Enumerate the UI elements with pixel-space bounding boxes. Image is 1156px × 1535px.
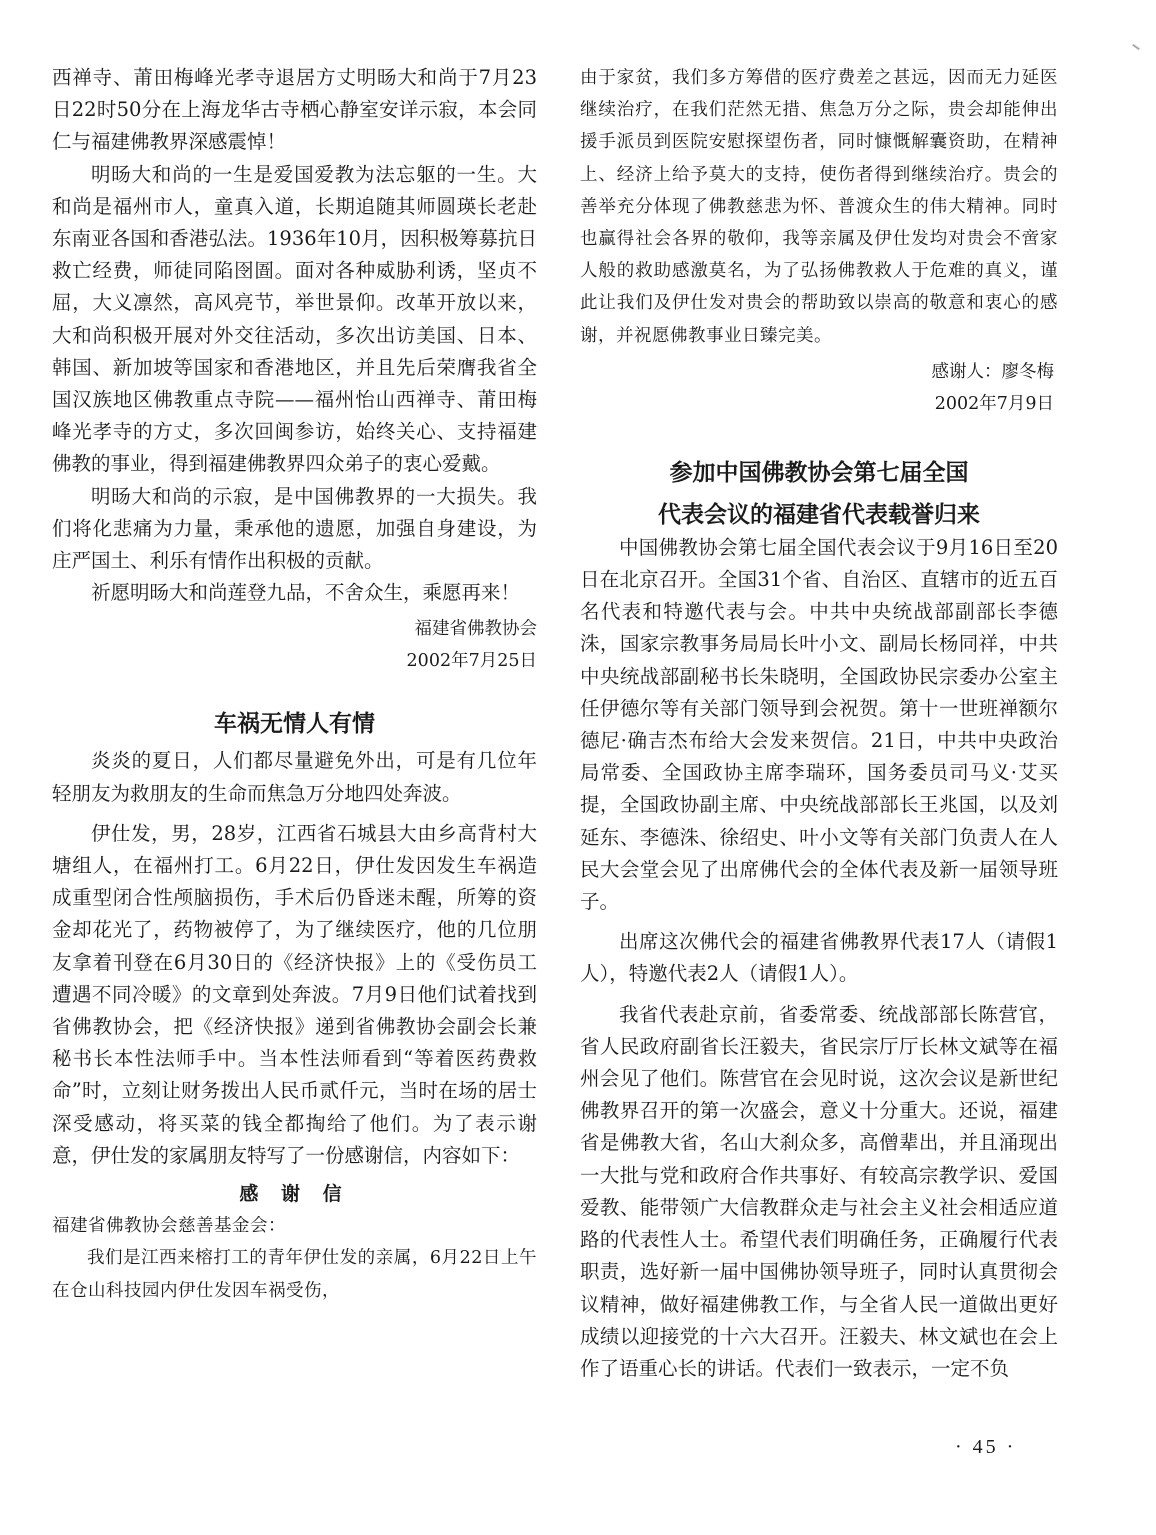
accident-paragraph-2: 伊仕发，男，28岁，江西省石城县大由乡高背村大塘组人，在福州打工。6月22日，伊仕发因发生车祸造成重型闭合性颅脑损伤，手术后仍昏迷未醒，所筹的资金却花光了，药物被停了，为了继续医疗，他的几位朋友拿着刊登在6月30日的《经济快报》上的《受伤员工遭遇不同冷暖》的文章到处奔波。7月9日他们试着找到省佛教协会，把《经济快报》递到省佛教协会副会长兼秘书长本性法师手中。当本性法师看到“等着医药费救命”时，立刻让财务拨出人民币贰仟元，当时在场的居士深受感动，将买菜的钱全都掏给了他们。为了表示谢意，伊仕发的家属朋友特写了一份感谢信，内容如下： — [52, 821, 537, 1167]
congress-paragraph-2: 出席这次佛代会的福建省佛教界代表17人（请假1人），特邀代表2人（请假1人）。 — [580, 930, 1058, 986]
obit-signature-date: 2002年7月25日 — [406, 651, 537, 672]
scan-speck — [1132, 44, 1140, 50]
obit-paragraph-1: 西禅寺、莆田梅峰光孝寺退居方丈明旸大和尚于7月23日22时50分在上海龙华古寺栖心静室安详示寂，本会同仁与福建佛教界深感震悼！ — [52, 66, 537, 154]
letter-salutation: 福建省佛教协会慈善基金会： — [52, 1216, 286, 1237]
left-column — [52, 62, 537, 1307]
obit-paragraph-4: 祈愿明旸大和尚莲登九品，不舍众生，乘愿再来！ — [91, 581, 521, 605]
page-number: · 45 · — [955, 1436, 1017, 1458]
thank-you-letter-title: 感 谢 信 — [239, 1183, 350, 1206]
congress-paragraph-3: 我省代表赴京前，省委常委、统战部部长陈营官，省人民政府副省长汪毅夫，省民宗厅厅长林文斌等在福州会见了他们。陈营官在会见时说，这次会议是新世纪佛教界召开的第一次盛会，意义十分重大。还说，福建省是佛教大省，名山大刹众多，高僧辈出，并且涌现出一大批与党和政府合作共事好、有较高宗教学识、爱国爱教、能带领广大信教群众走与社会主义社会相适应道路的代表性人士。希望代表们明确任务，正确履行代表职责，选好新一届中国佛协领导班子，同时认真贯彻会议精神，做好福建佛教工作，与全省人民一道做出更好成绩以迎接党的十六大召开。汪毅夫、林文斌也在会上作了语重心长的讲话。代表们一致表示，一定不负 — [580, 1002, 1058, 1380]
obit-paragraph-3: 明旸大和尚的示寂，是中国佛教界的一大损失。我们将化悲痛为力量，秉承他的遗愿，加强自身建设，为庄严国土、利乐有情作出积极的贡献。 — [52, 484, 537, 573]
congress-paragraph-1: 中国佛教协会第七届全国代表会议于9月16日至20日在北京召开。全国31个省、自治区、直辖市的近五百名代表和特邀代表与会。中共中央统战部副部长李德洙，国家宗教事务局局长叶小文、副局长杨同祥，中共中央统战部副秘书长朱晓明，全国政协民宗委办公室主任伊德尔等有关部门领导到会祝贺。第十一世班禅额尔德尼·确吉杰布给大会发来贺信。21日，中共中央政治局常委、全国政协主席李瑞环，国务委员司马义·艾买提，全国政协副主席、中央统战部部长王兆国，以及刘延东、李德洙、徐绍史、叶小文等有关部门负责人在人民大会堂会见了出席佛代会的全体代表及新一届领导班子。 — [580, 535, 1058, 914]
accident-article-title: 车祸无情人有情 — [214, 711, 375, 738]
letter-date: 2002年7月9日 — [934, 393, 1054, 414]
accident-paragraph-1: 炎炎的夏日，人们都尽量避免外出，可是有几位年轻朋友为救朋友的生命而焦急万分地四处奔波。 — [52, 749, 537, 805]
obit-signature-org: 福建省佛教协会 — [414, 619, 537, 640]
obit-paragraph-2: 明旸大和尚的一生是爱国爱教为法忘躯的一生。大和尚是福州市人，童真入道，长期追随其师圆瑛长老赴东南亚各国和香港弘法。1936年10月，因积极筹募抗日救亡经费，师徒同陷囹圄。面对各种威胁利诱，坚贞不屈，大义凛然，高风亮节，举世景仰。改革开放以来，大和尚积极开展对外交往活动，多次出访美国、日本、韩国、新加坡等国家和香港地区，并且先后荣膺我省全国汉族地区佛教重点寺院——福州怡山西禅寺、莆田梅峰光孝寺的方丈，多次回闽参访，始终关心、支持福建佛教的事业，得到福建佛教界四众弟子的衷心爱戴。 — [52, 162, 537, 476]
letter-paragraph-start: 我们是江西来榕打工的青年伊仕发的亲属，6月22日上午在仓山科技园内伊仕发因车祸受伤， — [52, 1248, 537, 1301]
letter-signature: 感谢人：廖冬梅 — [931, 361, 1054, 382]
congress-title-line-1: 参加中国佛教协会第七届全国 — [669, 459, 969, 486]
right-column — [580, 62, 1058, 1385]
congress-title-line-2: 代表会议的福建省代表载誉归来 — [658, 501, 980, 528]
letter-paragraph-continued: 由于家贫，我们多方筹借的医疗费差之甚远，因而无力延医继续治疗，在我们茫然无措、焦急万分之际，贵会却能伸出援手派员到医院安慰探望伤者，同时慷慨解囊资助，在精神上、经济上给予莫大的支持，使伤者得到继续治疗。贵会的善举充分体现了佛教慈悲为怀、普渡众生的伟大精神。同时也赢得社会各界的敬仰，我等亲属及伊仕发均对贵会不啻家人般的救助感激莫名，为了弘扬佛教救人于危难的真义，谨此让我们及伊仕发对贵会的帮助致以崇高的敬意和衷心的感谢，并祝愿佛教事业日臻完美。 — [580, 68, 1058, 346]
